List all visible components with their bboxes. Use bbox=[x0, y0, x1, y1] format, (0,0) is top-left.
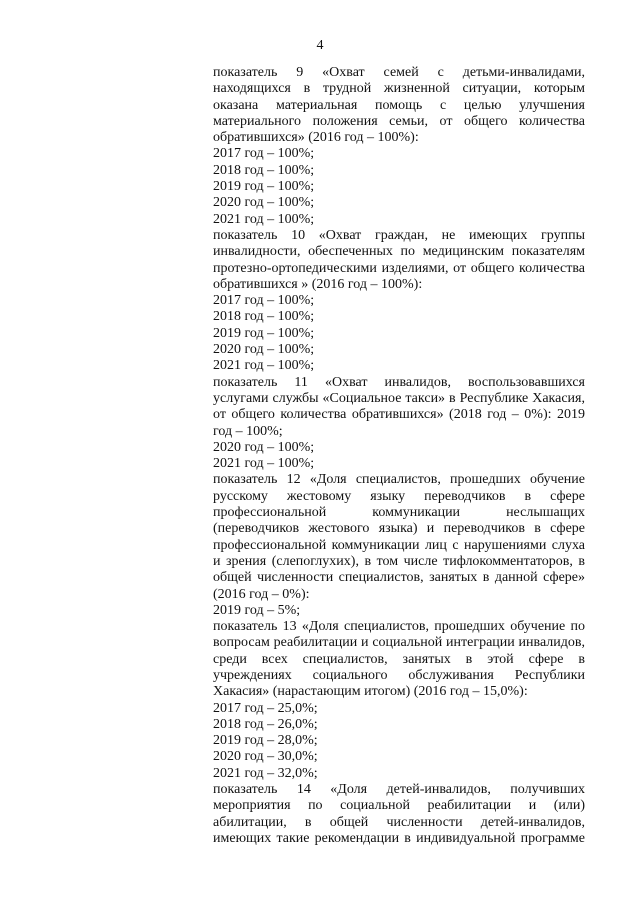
text-line: русскому жестовому языку переводчиков в сфере bbox=[213, 488, 585, 504]
page-number: 4 bbox=[316, 38, 324, 53]
text-line: профессиональной коммуникации лиц с нарушениями слуха bbox=[213, 537, 585, 553]
text-line: общей численности специалистов, занятых в данной сфере» bbox=[213, 570, 585, 586]
text-line: 2019 год – 100%; bbox=[213, 179, 315, 195]
text-line: показатель 9 «Охват семей с детьми-инвалидами, bbox=[213, 65, 585, 80]
text-line: 2018 год – 100%; bbox=[213, 309, 315, 325]
text-line: профессиональной коммуникации неслышащих bbox=[213, 505, 585, 521]
text-line: (2016 год – 0%): bbox=[213, 586, 310, 602]
text-line: показатель 11 «Охват инвалидов, воспользовавшихся bbox=[213, 374, 585, 390]
text-line: от общего количества обратившихся» (2018 год – 0%): 2019 bbox=[213, 407, 585, 423]
text-line: 2018 год – 100%; bbox=[213, 162, 315, 178]
text-line: 2017 год – 25,0%; bbox=[213, 700, 318, 716]
text-line: 2020 год – 100%; bbox=[213, 439, 315, 455]
text-line: оказана материальная помощь с целью улучшения bbox=[213, 97, 585, 113]
text-line: год – 100%; bbox=[213, 423, 283, 439]
text-line: мероприятия по социальной реабилитации и (или) bbox=[213, 798, 585, 814]
text-line: (переводчиков жестового языка) и переводчиков в сфере bbox=[213, 521, 585, 537]
text-line: и зрения (слепоглухих), в том числе тифлокомментаторов, в bbox=[213, 553, 585, 569]
text-line: 2021 год – 100%; bbox=[213, 358, 315, 374]
text-line: 2019 год – 100%; bbox=[213, 325, 315, 341]
text-line: обратившихся » (2016 год – 100%): bbox=[213, 276, 423, 292]
text-line: среди всех специалистов, занятых в этой сфере в bbox=[213, 651, 585, 667]
text-line: учреждениях социального обслуживания Республики bbox=[213, 667, 585, 683]
text-line: находящихся в трудной жизненной ситуации, которым bbox=[213, 81, 585, 97]
text-line: обратившихся» (2016 год – 100%): bbox=[213, 130, 419, 146]
text-line: 2021 год – 100%; bbox=[213, 456, 315, 472]
text-line: 2019 год – 5%; bbox=[213, 602, 301, 618]
text-line: 2021 год – 32,0%; bbox=[213, 765, 318, 781]
text-line: 2018 год – 26,0%; bbox=[213, 716, 318, 732]
text-line: 2021 год – 100%; bbox=[213, 211, 315, 227]
text-line: показатель 10 «Охват граждан, не имеющих группы bbox=[213, 227, 585, 243]
text-line: вопросам реабилитации и социальной интеграции инвалидов, bbox=[213, 635, 585, 651]
text-line: показатель 12 «Доля специалистов, прошедших обучение bbox=[213, 472, 585, 488]
text-line: материального положения семьи, от общего количества bbox=[213, 113, 585, 129]
document-body bbox=[213, 65, 585, 847]
text-line: показатель 13 «Доля специалистов, прошедших обучение по bbox=[213, 619, 585, 635]
text-line: абилитации, в общей численности детей-инвалидов, bbox=[213, 814, 585, 830]
text-line: Хакасия» (нарастающим итогом) (2016 год – 15,0%): bbox=[213, 684, 528, 700]
text-line: 2017 год – 100%; bbox=[213, 146, 315, 162]
text-line: 2019 год – 28,0%; bbox=[213, 733, 318, 749]
text-line: инвалидности, обеспеченных по медицинским показателям bbox=[213, 244, 585, 260]
text-line: 2020 год – 100%; bbox=[213, 195, 315, 211]
text-line: услугами службы «Социальное такси» в Республике Хакасия, bbox=[213, 390, 585, 406]
text-line: протезно-ортопедическими изделиями, от общего количества bbox=[213, 260, 585, 276]
text-line: 2017 год – 100%; bbox=[213, 293, 315, 309]
text-line: показатель 14 «Доля детей-инвалидов, получивших bbox=[213, 782, 585, 798]
text-line: 2020 год – 30,0%; bbox=[213, 749, 318, 765]
text-line: имеющих такие рекомендации в индивидуальной программе bbox=[213, 830, 585, 846]
text-line: 2020 год – 100%; bbox=[213, 342, 315, 358]
